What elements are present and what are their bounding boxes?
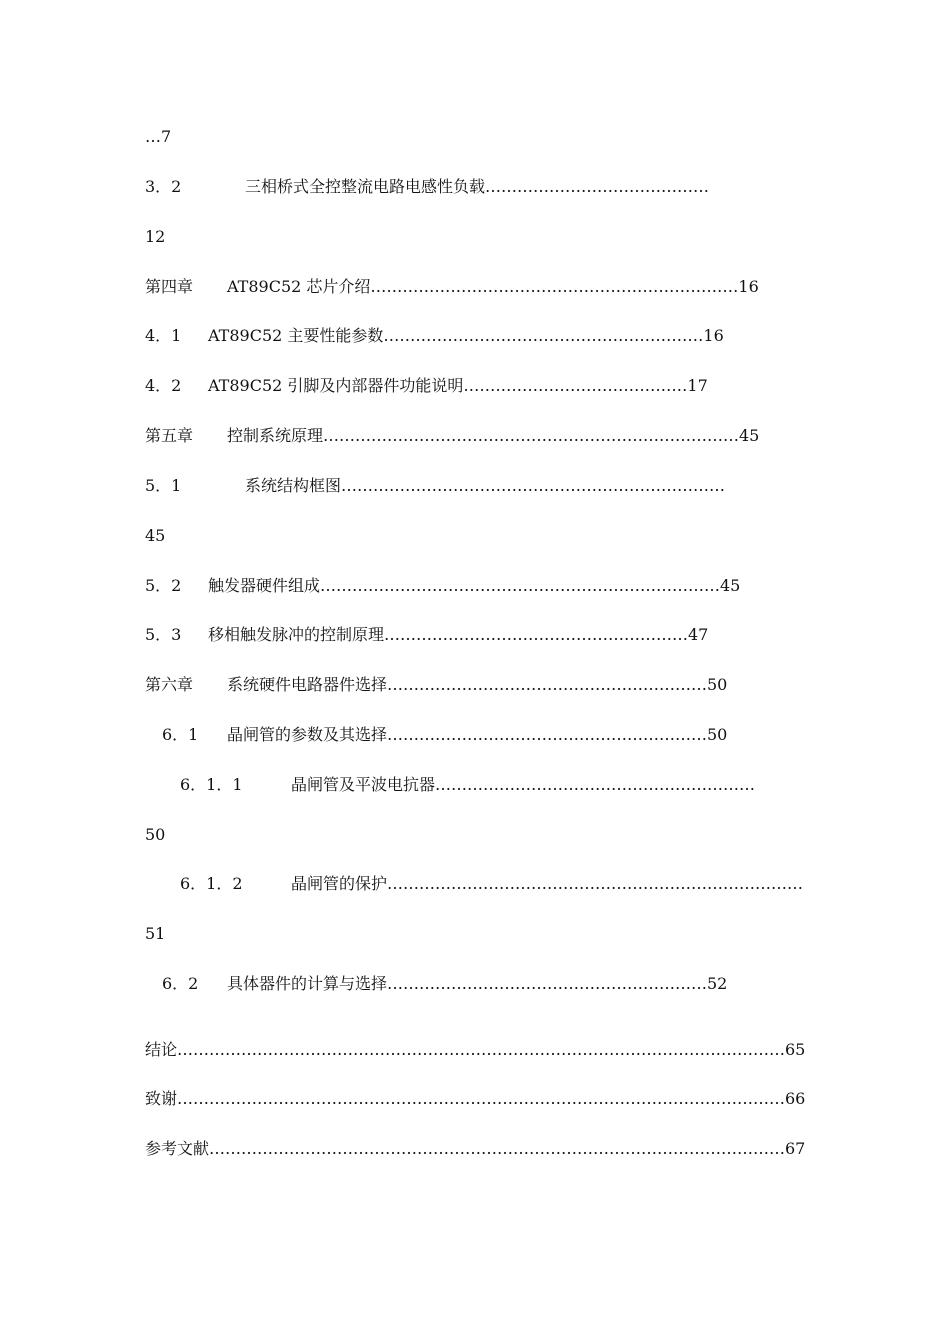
toc-line (145, 326, 724, 346)
toc-line (145, 376, 708, 396)
toc-title: 系统结构框图……………………………………………………………… (245, 476, 726, 495)
toc-title: 晶闸管的保护…………………………………………………………………… (291, 874, 804, 893)
toc-line (162, 974, 728, 994)
toc-title: 晶闸管及平波电抗器…………………………………………………… (291, 775, 756, 794)
toc-number: 6．1 (162, 725, 199, 744)
toc-line (145, 576, 741, 596)
toc-number: 6．2 (162, 974, 199, 993)
toc-line (145, 476, 726, 496)
toc-number: 6．1．2 (180, 874, 243, 893)
toc-text: …7 (145, 127, 172, 146)
toc-title: 系统硬件电路器件选择……………………………………………………50 (227, 675, 728, 694)
toc-title: 具体器件的计算与选择……………………………………………………52 (227, 974, 728, 993)
toc-line (145, 825, 165, 845)
toc-line (145, 675, 728, 695)
toc-number: 4．2 (145, 376, 182, 395)
toc-number: 第四章 (145, 277, 194, 296)
toc-line (180, 775, 756, 795)
toc-title: AT89C52 芯片介绍……………………………………………………………16 (227, 277, 759, 296)
toc-line (145, 1139, 805, 1159)
toc-title: 三相桥式全控整流电路电感性负载…………………………………… (245, 177, 710, 196)
toc-number: 6．1．1 (180, 775, 243, 794)
toc-title: AT89C52 主要性能参数……………………………………………………16 (208, 326, 724, 345)
toc-number: 第六章 (145, 675, 194, 694)
toc-line (145, 1040, 805, 1060)
toc-title: 致谢……………………………………………………………………………………………………66 (145, 1089, 806, 1108)
toc-line (145, 277, 759, 297)
toc-page: 51 (145, 924, 166, 943)
toc-line (180, 874, 804, 894)
toc-number: 5．3 (145, 625, 182, 644)
toc-page: 50 (145, 825, 166, 844)
toc-line (145, 177, 710, 197)
toc-line (145, 426, 760, 446)
toc-title: AT89C52 引脚及内部器件功能说明……………………………………17 (208, 376, 708, 395)
toc-line (145, 625, 709, 645)
toc-number: 4．1 (145, 326, 182, 345)
toc-line (145, 1089, 805, 1109)
toc-line (162, 725, 728, 745)
toc-title: 晶闸管的参数及其选择……………………………………………………50 (227, 725, 728, 744)
toc-page: 45 (145, 526, 166, 545)
toc-number: 5．1 (145, 476, 182, 495)
toc-number: 第五章 (145, 426, 194, 445)
toc-number: 5．2 (145, 576, 182, 595)
toc-line (145, 227, 165, 247)
toc-title: 结论……………………………………………………………………………………………………65 (145, 1040, 806, 1059)
toc-title: 参考文献………………………………………………………………………………………………67 (145, 1139, 806, 1158)
toc-page: 12 (145, 227, 166, 246)
toc-number: 3．2 (145, 177, 182, 196)
toc-title: 触发器硬件组成…………………………………………………………………45 (208, 576, 741, 595)
toc-line (145, 526, 165, 546)
toc-title: 控制系统原理……………………………………………………………………45 (227, 426, 760, 445)
toc-title: 移相触发脉冲的控制原理…………………………………………………47 (208, 625, 709, 644)
toc-line (145, 127, 171, 147)
toc-line (145, 924, 165, 944)
